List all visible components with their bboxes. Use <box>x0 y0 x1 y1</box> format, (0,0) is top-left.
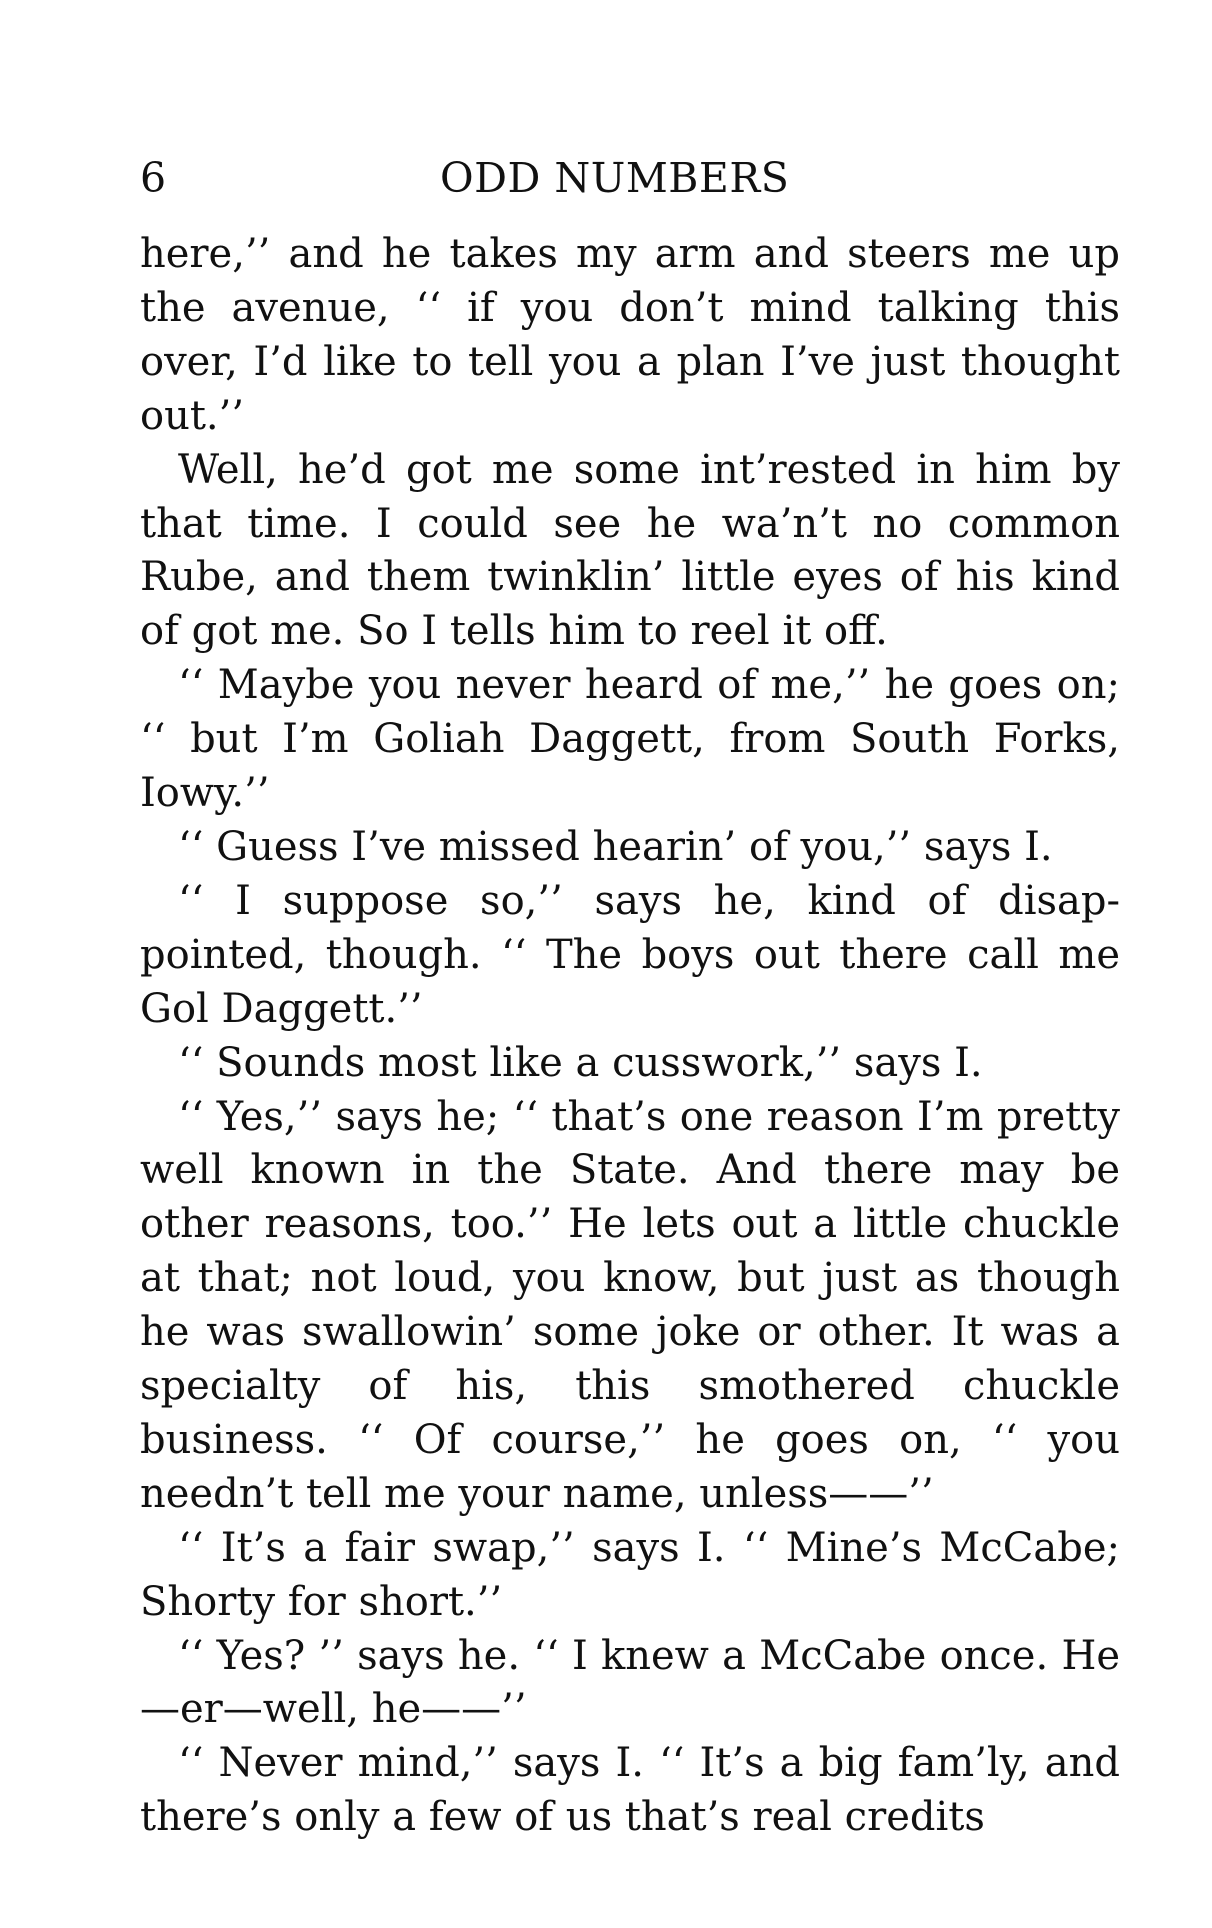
page-number: 6 <box>140 154 167 202</box>
paragraph: Well, he’d got me some int’rested in him by that time. I could see he wa’n’t no common Rube, and them twinklin’ little eyes of his kind of got me. So I tells him to reel it off. <box>140 446 1120 655</box>
paragraph: ‘‘ Guess I’ve missed hearin’ of you,’’ says I. <box>178 823 1053 870</box>
paragraph: ‘‘ Never mind,’’ says I. ‘‘ It’s a big fam’ly, and there’s only a few of us that’s real credits <box>140 1740 1120 1841</box>
running-head: ODD NUMBERS <box>440 154 790 202</box>
paragraph: ‘‘ It’s a fair swap,’’ says I. ‘‘ Mine’s McCabe; Shorty for short.’’ <box>140 1524 1120 1625</box>
paragraph: ‘‘ Maybe you never heard of me,’’ he goes on; ‘‘ but I’m Goliah Daggett, from South Forks, Iowy.’’ <box>140 662 1120 817</box>
body-text <box>140 228 1120 1845</box>
paragraph: ‘‘ Sounds most like a cusswork,’’ says I. <box>178 1039 983 1086</box>
paragraph: ‘‘ I suppose so,’’ says he, kind of disappointed, though. ‘‘ The boys out there call me Gol Daggett.’’ <box>140 877 1120 1032</box>
paragraph: ‘‘ Yes? ’’ says he. ‘‘ I knew a McCabe once. He—er—well, he——’’ <box>140 1632 1120 1733</box>
paragraph: here,’’ and he takes my arm and steers me up the avenue, ‘‘ if you don’t mind talking this over, I’d like to tell you a plan I’ve just thought out.’’ <box>140 231 1120 439</box>
page-header <box>140 148 1120 208</box>
paragraph: ‘‘ Yes,’’ says he; ‘‘ that’s one reason I’m pretty well known in the State. And there may be other reasons, too.’’ He lets out a little chuckle at that; not loud, you know, but just as though he was swallowin’ some joke or other. It was a specialty of his, this smothered chuckle business. ‘‘ Of course,’’ he goes on, ‘‘ you needn’t tell me your name, unless——’’ <box>140 1093 1120 1517</box>
